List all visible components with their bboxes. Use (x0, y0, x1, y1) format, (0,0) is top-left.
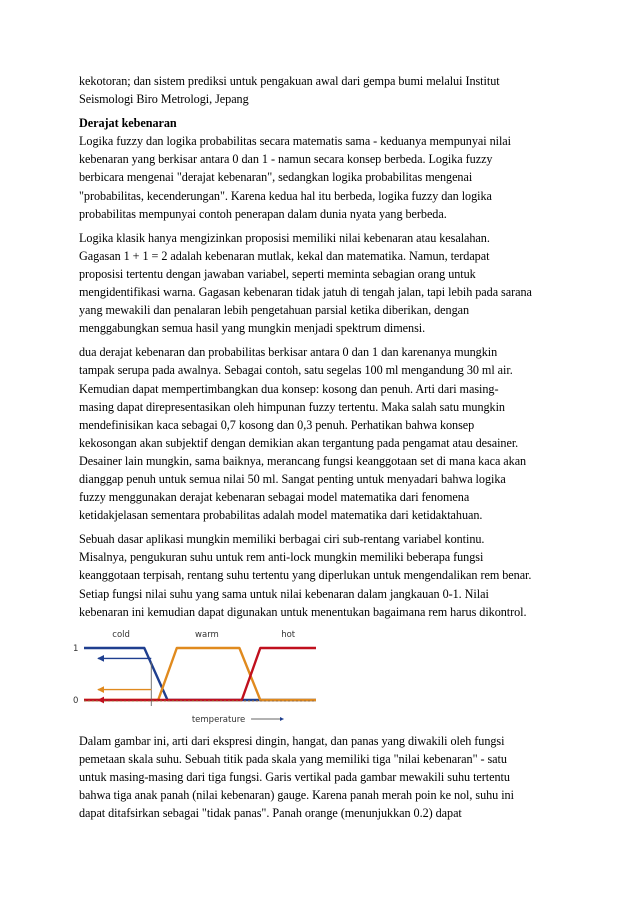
text-line: menggabungkan semua hasil yang mungkin menjadi spektrum dimensi. (79, 321, 426, 336)
text-line: berbicara mengenai "derajat kebenaran", sedangkan logika probabilitas mengenai (79, 170, 473, 185)
text-line: masing dapat direpresentasikan oleh himpunan fuzzy tertentu. Maka salah satu mungkin (79, 399, 505, 414)
text-line: kekosongan akan subjektif dengan demikian akan tergantung pada pengamat atau desainer. (79, 435, 519, 450)
section-derajat-kebenaran (79, 114, 579, 223)
text-line: bahwa tiga anak panah (nilai kebenaran) gauge. Karena panah merah poin ke nol, suhu ini (79, 788, 514, 802)
text-line: Gagasan 1 + 1 = 2 adalah kebenaran mutlak, kekal dan matematika. Namun, terdapat (79, 248, 490, 263)
paragraph-aplikasi (79, 530, 579, 620)
text-line: kekotoran; dan sistem prediksi untuk pengakuan awal dari gempa bumi melalui Institut (79, 74, 500, 88)
text-line: dapat ditafsirkan sebagai "tidak panas". Panah orange (menunjukkan 0.2) dapat (79, 806, 462, 821)
section-heading: Derajat kebenaran (79, 116, 177, 131)
text-line: Logika klasik hanya mengizinkan proposisi memiliki nilai kebenaran atau kesalahan. (79, 230, 490, 245)
text-line: untuk masing-masing dari tiga fungsi. Garis vertikal pada gambar mewakili suhu tertentu (79, 769, 510, 784)
legend-label-warm: warm (195, 629, 219, 640)
text-line: Seismologi Biro Metrologi, Jepang (79, 92, 249, 107)
intro-paragraph (79, 72, 579, 108)
text-line: tampak serupa pada awalnya. Sebagai contoh, satu segelas 100 ml mengandung 30 ml air. (79, 363, 513, 378)
y-tick-label-0: 0 (73, 695, 79, 706)
text-line: Kemudian dapat mempertimbangkan dua konsep: kosong dan penuh. Arti dari masing- (79, 381, 499, 396)
text-line: Dalam gambar ini, arti dari ekspresi dingin, hangat, dan panas yang diwakili oleh fungsi (79, 733, 505, 748)
text-line: "probabilitas, kecenderungan". Karena kedua hal itu berbeda, logika fuzzy dan logika (79, 188, 492, 203)
text-line: yang mewakili dan penalaran lebih pengetahuan parsial ketika diberikan, dengan (79, 303, 470, 318)
x-axis-label: temperature (191, 714, 246, 725)
y-tick-label-1: 1 (73, 643, 79, 654)
text-line: pemetaan skala suhu. Sebuah titik pada skala yang memiliki tiga "nilai kebenaran" - satu (79, 751, 507, 766)
document-page (73, 72, 579, 822)
series-line-hot (84, 648, 316, 700)
text-line: ketidakjelasan sementara probabilitas adalah model matematika dari ketidaktahuan. (79, 508, 483, 523)
fuzzy-temperature-chart (70, 628, 330, 726)
text-line: fuzzy menggunakan derajat kebenaran sebagai model matematika dari fenomena (79, 490, 470, 505)
text-line: Misalnya, pengukuran suhu untuk rem anti-lock mungkin memiliki beberapa fungsi (79, 550, 484, 565)
text-line: dua derajat kebenaran dan probabilitas berkisar antara 0 dan 1 dan karenanya mungkin (79, 345, 498, 360)
text-line: Sebuah dasar aplikasi mungkin memiliki berbagai ciri sub-rentang variabel kontinu. (79, 532, 485, 547)
text-line: Desainer lain mungkin, sama baiknya, merancang fungsi keanggotaan set di mana kaca akan (79, 453, 527, 468)
paragraph-probabilitas (79, 343, 579, 524)
text-line: keanggotaan terpisah, rentang suhu tertentu yang diperlukan untuk mengendalikan rem benar. (79, 568, 532, 583)
text-line: dianggap penuh untuk semua nilai 50 ml. Sangat penting untuk menyadari bahwa logika (79, 471, 506, 486)
text-line: probabilitas mempunyai contoh penerapan dalam dunia nyata yang berbeda. (79, 206, 447, 221)
text-line: Logika fuzzy dan logika probabilitas secara matematis sama - keduanya mempunyai nilai (79, 134, 511, 149)
text-line: proposisi tertentu dengan jawaban variabel, seperti meminta sebagian orang untuk (79, 266, 476, 281)
series-line-warm (84, 648, 316, 700)
legend-label-hot: hot (281, 629, 296, 640)
chart-svg (70, 628, 330, 726)
text-line: mendefinisikan kaca sebagai 0,7 kosong dan 0,3 penuh. Perhatikan bahwa konsep (79, 417, 475, 432)
text-line: kebenaran yang berkisar antara 0 dan 1 - namun secara konsep berbeda. Logika fuzzy (79, 152, 493, 167)
series-line-cold (84, 648, 316, 700)
text-line: kebenaran ini kemudian dapat digunakan untuk menentukan bagaimana rem harus dikontrol. (79, 604, 527, 619)
text-line: mengidentifikasi warna. Gagasan kebenaran tidak jatuh di tengah jalan, tapi lebih pada sarana (79, 285, 532, 300)
paragraph-gambar (79, 732, 579, 822)
paragraph-logika-klasik (79, 229, 579, 338)
text-line: Setiap fungsi nilai suhu yang sama untuk nilai kebenaran dalam jangkauan 0-1. Nilai (79, 586, 489, 601)
legend-label-cold: cold (112, 629, 130, 640)
